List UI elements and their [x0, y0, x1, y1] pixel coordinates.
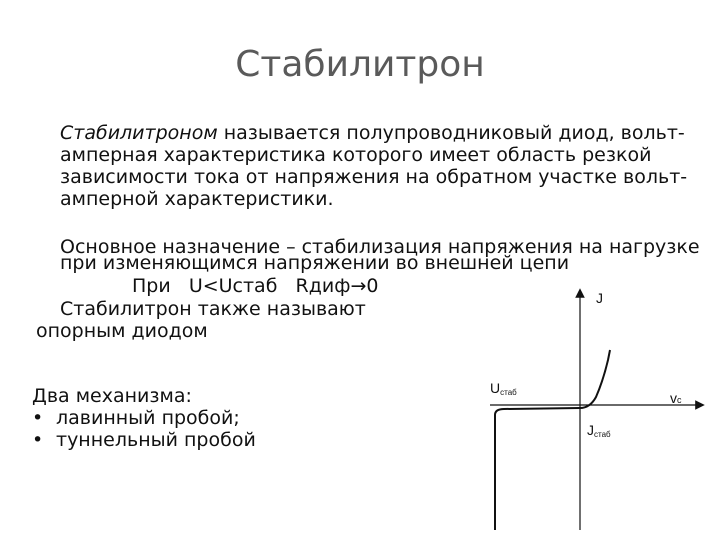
definition-term: Стабилитроном	[60, 122, 218, 144]
aka-line-2: опорным диодом	[36, 320, 208, 342]
j-stab-label: Jстаб	[587, 422, 611, 439]
mechanism-avalanche: лавинный пробой;	[56, 407, 240, 429]
v-axis-label: vc	[670, 390, 682, 406]
mechanism-tunnel: туннельный пробой	[56, 429, 256, 451]
mechanisms-list	[32, 385, 256, 451]
bullet-marker: •	[32, 429, 44, 451]
purpose-line-2: при изменяющимся напряжении во внешней цепи	[60, 252, 570, 274]
mechanisms-heading: Два механизма:	[32, 385, 192, 407]
bullet-marker: •	[32, 407, 44, 429]
list-item	[32, 429, 256, 451]
aka-line-1: Стабилитрон также называют	[60, 298, 366, 320]
definition-paragraph	[60, 122, 690, 210]
slide-title: Стабилитрон	[235, 44, 485, 85]
iv-characteristic-diagram	[460, 285, 705, 535]
list-item	[32, 407, 256, 429]
j-axis-label: J	[596, 290, 603, 306]
condition-line: При U<Uстаб Rдиф→0	[132, 275, 379, 297]
iv-curve	[495, 350, 610, 530]
definition-text: называется полупроводниковый диод, вольт-амперная характеристика которого имеет область резкой зависимости тока от напряжения на обратном участке вольт-амперной характеристики.	[60, 122, 688, 210]
purpose-line-1: Основное назначение – стабилизация напряжения на нагрузке	[60, 236, 700, 258]
u-stab-label: Uстаб	[490, 380, 517, 397]
